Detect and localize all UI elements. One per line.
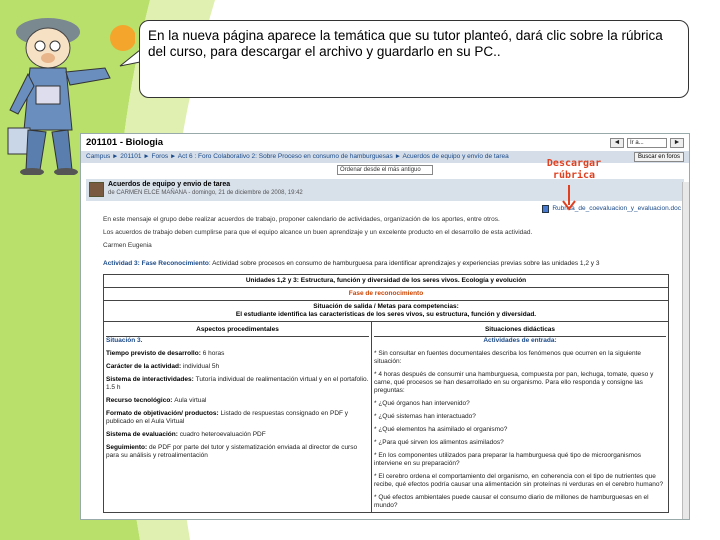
activity-label: Actividad 3: Fase Reconocimiento	[103, 260, 209, 267]
post-author: de CARMEN ELCE MAÑANA - domingo, 21 de diciembre de 2008, 19:42	[108, 190, 303, 196]
left-item	[106, 444, 369, 460]
scrollbar[interactable]	[682, 182, 689, 520]
table-competence	[104, 301, 668, 322]
post-body	[81, 213, 689, 258]
next-icon[interactable]: ►	[670, 138, 684, 148]
left-item-label: Sistema de evaluación:	[106, 431, 180, 438]
forum-screenshot	[80, 133, 690, 520]
activity-text: : Actividad sobre procesos en consumo de hamburguesa para identificar aprendizajes y experiencias previas sobre las unidades 1,2 y 3	[208, 260, 600, 267]
nav-controls	[610, 138, 684, 148]
left-item-value: cuadro heteroevaluación PDF	[179, 431, 266, 438]
speech-bubble	[139, 20, 689, 98]
order-select[interactable]: Ordenar desde el más antiguo	[337, 165, 433, 175]
left-item-value: 6 horas	[202, 350, 225, 357]
jump-to-select[interactable]: Ir a...	[627, 138, 667, 148]
right-item: * ¿Qué elementos ha asimilado el organismo?	[374, 426, 508, 433]
table-columns	[104, 322, 668, 512]
table-phase: Fase de reconocimiento	[104, 288, 668, 301]
column-left	[104, 322, 372, 512]
right-item: * ¿Qué órganos han intervenido?	[374, 400, 470, 407]
course-title: 201101 - Biologia	[86, 136, 164, 148]
left-subheading: Situación 3.	[106, 337, 143, 344]
right-subheading: Actividades de entrada:	[483, 337, 557, 344]
bubble-text: En la nueva página aparece la temática que su tutor planteó, dará clic sobre la rúbrica del curso, para descargar el archivo y guardarlo en su PC..	[148, 28, 663, 59]
post-text-1: En este mensaje el grupo debe realizar acuerdos de trabajo, proponer calendario de actividades, organización de los aportes, entre otros.	[103, 216, 500, 223]
competence-head: Situación de salida / Metas para competencias:	[313, 303, 459, 310]
right-item: * ¿Para qué sirven los alimentos asimilados?	[374, 439, 504, 446]
left-item-label: Sistema de interactividades:	[106, 376, 196, 383]
activity-line	[81, 258, 689, 270]
callout-line-1: Descargar	[546, 158, 602, 169]
right-item: * Qué efectos ambientales puede causar el consumo diario de millones de hamburguesas en el mundo?	[374, 494, 649, 509]
right-item: * En los componentes utilizados para preparar la hamburguesa qué tipo de microorganismos interviene en su preparación?	[374, 452, 642, 467]
post-title: Acuerdos de equipo y envio de tarea	[108, 181, 231, 188]
course-header	[81, 134, 689, 151]
callout-arrow-icon	[555, 183, 585, 213]
column-left-header: Aspectos procedimentales	[106, 324, 369, 337]
attachment-link[interactable]: Rubrica_de_coevaluacion_y_evaluacion.doc	[552, 205, 681, 212]
left-item	[106, 397, 369, 405]
right-item: * ¿Qué sistemas han interactuado?	[374, 413, 476, 420]
document-icon	[542, 205, 549, 213]
post-header	[86, 179, 684, 201]
avatar	[89, 182, 104, 197]
right-item: * Sin consultar en fuentes documentales describa los fenómenos que ocurren en la siguiente situación:	[374, 350, 642, 365]
left-item-label: Formato de objetivación/ productos:	[106, 410, 221, 417]
left-items	[106, 350, 369, 460]
attachment-row	[81, 201, 689, 213]
left-item-label: Tiempo previsto de desarrollo:	[106, 350, 203, 357]
left-item	[106, 363, 369, 371]
column-right	[372, 322, 668, 512]
callout-line-2: rúbrica	[552, 170, 596, 181]
left-item-value: Listado de respuestas consignado en PDF y publicado en el Aula Virtual	[106, 410, 349, 425]
post-signature: Carmen Eugenia	[103, 242, 152, 249]
left-item-label: Recurso tecnológico:	[106, 397, 175, 404]
prev-icon[interactable]: ◄	[610, 138, 624, 148]
left-item-value: Aula virtual	[174, 397, 207, 404]
left-item-label: Seguimiento:	[106, 444, 149, 451]
column-right-header: Situaciones didácticas	[374, 324, 666, 337]
left-item	[106, 431, 369, 439]
left-item-label: Carácter de la actividad:	[106, 363, 183, 370]
left-item-value: individual 5h	[182, 363, 220, 370]
left-item	[106, 376, 369, 392]
post-text-2: Los acuerdos de trabajo deben cumplirse para que el equipo alcance un buen aprendizaje y un excelente producto en el desarrollo de esta actividad.	[103, 229, 533, 236]
left-item-value: de PDF por parte del tutor y sistematización enviada al director de curso para su análisis y retroalimentación	[106, 444, 358, 459]
right-item: * El cerebro ordena el comportamiento del organismo, en coherencia con el tipo de nutrientes que recibe, qué efectos podría causar una alimentación sin proteínas ni verduras en el cerebro humano?	[374, 473, 664, 488]
left-item	[106, 350, 369, 358]
left-item	[106, 410, 369, 426]
right-item: * 4 horas después de consumir una hamburguesa, compuesta por pan, lechuga, tomate, queso y carne, qué procesos se han desarrollado en su organismo. Para ello responda y consigne las preguntas:	[374, 371, 654, 394]
competence-text: El estudiante identifica las características de los seres vivos, su estructura, función y diversidad.	[235, 311, 537, 318]
table-title: Unidades 1,2 y 3: Estructura, función y diversidad de los seres vivos. Ecología y evolución	[104, 275, 668, 288]
right-items	[374, 350, 666, 510]
left-item-value: Tutoría individual de realimentación virtual y en el portafolio. 1.5 h	[106, 376, 369, 391]
search-forums-button[interactable]: Buscar en foros	[634, 152, 684, 162]
breadcrumb-text[interactable]: Campus ► 201101 ► Foros ► Act 6 : Foro Colaborativo 2: Sobre Proceso en consumo de hamburguesas ► Acuerdos de equipo y envío de tarea	[86, 153, 509, 160]
download-callout	[539, 158, 609, 182]
activity-table	[103, 274, 669, 513]
